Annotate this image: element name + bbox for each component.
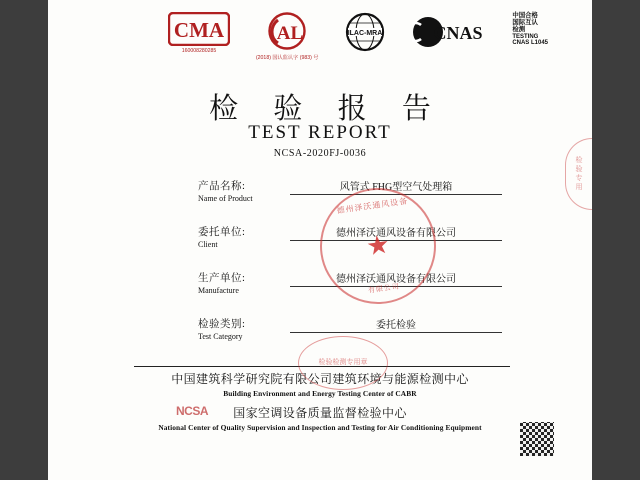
field-underline xyxy=(290,240,502,241)
field-row-client xyxy=(198,224,498,270)
field-label-en: Test Category xyxy=(198,332,243,341)
field-label-en: Manufacture xyxy=(198,286,239,295)
cma-logo-block xyxy=(168,12,230,54)
issuing-org-cn: 中国建筑科学研究院有限公司建筑环境与能源检测中心 xyxy=(171,372,469,386)
seal-star-icon: ★ xyxy=(364,229,392,262)
national-center-cn: 国家空调设备质量监督检验中心 xyxy=(233,406,407,420)
field-underline xyxy=(290,194,502,195)
field-value-manufacture: 德州泽沃通风设备有限公司 xyxy=(336,274,456,285)
field-label-client xyxy=(198,224,294,249)
ilac-mra-logo-block xyxy=(344,12,386,54)
svg-text:AL: AL xyxy=(277,23,304,44)
field-label-test-category xyxy=(198,316,294,341)
field-label-cn: 委托单位: xyxy=(198,227,246,238)
cnas-accreditation-text xyxy=(512,12,548,47)
field-label-en: Name of Product xyxy=(198,194,253,203)
cnas-line3: 检测 xyxy=(512,26,526,34)
cal-caption: (2018) 国认监认字 (983) 号 xyxy=(255,55,319,61)
field-underline xyxy=(290,286,502,287)
company-seal-bottom-text: 有限公司 xyxy=(367,282,401,295)
cnas-icon xyxy=(412,12,486,52)
field-row-test-category xyxy=(198,316,498,362)
cnas-logo-block xyxy=(412,12,486,54)
page-backdrop-right xyxy=(592,0,640,480)
cma-caption: 160008280285 xyxy=(181,48,217,54)
field-label-product-name xyxy=(198,178,294,203)
svg-text:CNAS: CNAS xyxy=(433,23,483,43)
edge-seal-stamp: 检验专用 xyxy=(565,138,592,210)
report-sheet xyxy=(48,0,592,480)
field-label-cn: 检验类别: xyxy=(198,319,246,330)
svg-text:CMA: CMA xyxy=(173,18,225,42)
report-title-en: TEST REPORT xyxy=(248,122,392,143)
inspection-seal-stamp: 检验检测专用章 xyxy=(298,336,388,390)
national-center-en: National Center of Quality Supervision and Inspection and Testing for Air Conditioning Equipment xyxy=(158,423,482,432)
qr-code xyxy=(520,422,554,456)
field-row-product-name xyxy=(198,178,498,224)
report-title-cn: 检 验 报 告 xyxy=(209,93,445,125)
ncsa-watermark: NCSA xyxy=(176,404,209,418)
field-value-product-name: 风管式 FHG型空气处理箱 xyxy=(339,182,453,193)
field-label-manufacture xyxy=(198,270,294,295)
field-value-client: 德州泽沃通风设备有限公司 xyxy=(336,228,456,239)
cma-icon xyxy=(168,12,230,46)
field-underline xyxy=(290,332,502,333)
report-fields xyxy=(198,178,498,362)
page-backdrop-left xyxy=(0,0,48,480)
field-label-cn: 生产单位: xyxy=(198,273,246,284)
field-label-cn: 产品名称: xyxy=(198,181,246,192)
certification-logos xyxy=(168,12,548,74)
ilac-mra-icon xyxy=(344,12,386,52)
issuing-org-en: Building Environment and Energy Testing Center of CABR xyxy=(223,389,417,398)
cnas-line1: 中国合格 xyxy=(512,12,538,19)
cnas-line4: TESTING xyxy=(512,33,539,40)
cal-icon xyxy=(264,12,310,52)
cnas-line5: CNAS L1045 xyxy=(512,40,548,47)
field-row-manufacture xyxy=(198,270,498,316)
field-label-en: Client xyxy=(198,240,218,249)
footer-block xyxy=(48,370,592,432)
company-seal-top-text: 德州泽沃通风设备 xyxy=(336,196,409,216)
field-value-test-category: 委托检验 xyxy=(376,320,416,331)
svg-text:ILAC-MRA: ILAC-MRA xyxy=(348,30,383,37)
report-number: NCSA-2020FJ-0036 xyxy=(273,148,367,159)
footer-divider xyxy=(134,366,510,367)
cal-logo-block xyxy=(256,12,319,61)
cnas-line2: 国际互认 xyxy=(512,19,538,27)
